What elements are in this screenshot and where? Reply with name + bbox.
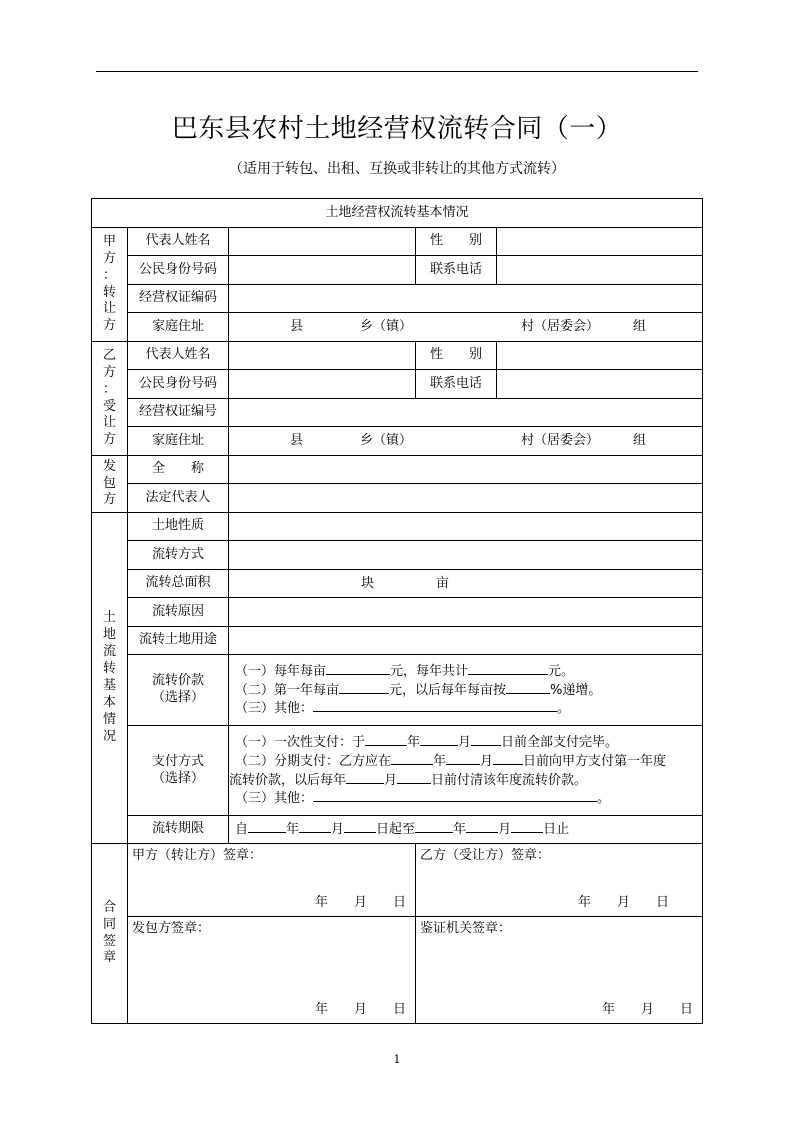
payment-option-1: （一）一次性支付：于 年 月 日前全部支付完毕。	[235, 734, 619, 750]
area-kuai: 块	[361, 576, 375, 591]
addr-county: 县	[290, 433, 304, 448]
party-a-signature-date: 年 月 日	[314, 895, 406, 911]
land-nature-field[interactable]	[229, 513, 703, 541]
party-a-rep-name-field[interactable]	[229, 228, 416, 256]
issuer-signature-label: 发包方签章：	[132, 921, 211, 936]
party-a-id-field[interactable]	[229, 256, 416, 285]
party-b-cert-field[interactable]	[229, 399, 703, 427]
land-method-label: 流转方式	[128, 541, 229, 570]
payment-option-3: （三）其他： 。	[235, 791, 611, 807]
party-a-phone-field[interactable]	[497, 256, 703, 285]
land-method-field[interactable]	[229, 541, 703, 570]
payment-option-2-cont: 流转价款，以后每年 月 日前付清该年度流转价款。	[229, 772, 588, 788]
land-reason-field[interactable]	[229, 598, 703, 627]
issuer-signature-date: 年 月 日	[314, 1002, 406, 1018]
authority-signature-box[interactable]	[416, 917, 703, 1024]
land-usage-field[interactable]	[229, 627, 703, 655]
area-mu: 亩	[436, 576, 450, 591]
addr-village: 村（居委会）	[521, 433, 600, 448]
party-b-signature-label: 乙方（受让方）签章：	[420, 848, 551, 863]
land-term-field[interactable]: 自 年 月 日起至 年 月 日止	[229, 816, 703, 844]
addr-county: 县	[290, 319, 304, 334]
party-a-cert-label: 经营权证编码	[128, 285, 229, 313]
addr-group: 组	[633, 433, 647, 448]
party-a-rep-name-label: 代表人姓名	[128, 228, 229, 256]
land-reason-label: 流转原因	[128, 598, 229, 627]
party-b-signature-box[interactable]	[416, 844, 703, 917]
party-a-cert-field[interactable]	[229, 285, 703, 313]
party-b-gender-field[interactable]	[497, 342, 703, 370]
land-nature-label: 土地性质	[128, 513, 229, 541]
price-option-2: （二）第一年每亩 元，以后每年每亩按 %递增。	[235, 682, 602, 698]
addr-village: 村（居委会）	[521, 319, 600, 334]
addr-town: 乡（镇）	[360, 319, 413, 334]
signature-label: 合 同 签 章	[92, 844, 128, 1024]
issuer-signature-box[interactable]	[128, 917, 416, 1024]
land-payment-options[interactable]	[229, 726, 703, 816]
payment-option-2: （二）分期支付：乙方应在 年 月 日前向甲方支付第一年度	[235, 753, 667, 769]
table-header: 土地经营权流转基本情况	[92, 199, 703, 228]
party-b-label: 乙 方 ： 受 让 方	[92, 342, 128, 456]
party-a-gender-field[interactable]	[497, 228, 703, 256]
party-a-id-label: 公民身份号码	[128, 256, 229, 285]
document-subtitle: （适用于转包、出租、互换或非转让的其他方式流转）	[229, 161, 565, 177]
land-area-field[interactable]	[229, 570, 703, 598]
addr-town: 乡（镇）	[360, 433, 413, 448]
addr-group: 组	[633, 319, 647, 334]
party-b-rep-name-label: 代表人姓名	[128, 342, 229, 370]
land-usage-label: 流转土地用途	[128, 627, 229, 655]
party-b-phone-label: 联系电话	[416, 370, 497, 399]
party-a-gender-label: 性 别	[416, 228, 497, 256]
issuer-full-name-field[interactable]	[229, 456, 703, 484]
issuer-full-name-label: 全 称	[128, 456, 229, 484]
party-b-phone-field[interactable]	[497, 370, 703, 399]
issuer-legal-rep-field[interactable]	[229, 484, 703, 513]
document-title: 巴东县农村土地经营权流转合同（一）	[171, 114, 623, 144]
party-a-address-label: 家庭住址	[128, 313, 229, 342]
header-rule	[96, 71, 698, 72]
price-option-1: （一）每年每亩 元，每年共计 元。	[235, 663, 575, 679]
issuer-legal-rep-label: 法定代表人	[128, 484, 229, 513]
contract-form-table	[91, 198, 703, 1024]
authority-signature-date: 年 月 日	[602, 1002, 694, 1018]
party-a-signature-box[interactable]	[128, 844, 416, 917]
page-number: 1	[393, 1053, 401, 1066]
party-a-address-field[interactable]	[229, 313, 703, 342]
land-term-label: 流转期限	[128, 816, 229, 844]
party-b-address-field[interactable]	[229, 427, 703, 456]
land-price-label: 流转价款 （选择）	[128, 655, 229, 726]
land-price-options[interactable]	[229, 655, 703, 726]
party-a-signature-label: 甲方（转让方）签章：	[132, 848, 263, 863]
party-b-id-label: 公民身份号码	[128, 370, 229, 399]
party-b-id-field[interactable]	[229, 370, 416, 399]
party-b-cert-label: 经营权证编号	[128, 399, 229, 427]
party-a-label: 甲 方 ： 转 让 方	[92, 228, 128, 342]
issuer-label: 发 包 方	[92, 456, 128, 513]
party-b-signature-date: 年 月 日	[578, 895, 670, 911]
party-b-gender-label: 性 别	[416, 342, 497, 370]
party-b-rep-name-field[interactable]	[229, 342, 416, 370]
authority-signature-label: 鉴证机关签章：	[420, 921, 512, 936]
land-payment-label: 支付方式 （选择）	[128, 726, 229, 816]
price-option-3: （三）其他： 。	[235, 701, 571, 717]
party-b-address-label: 家庭住址	[128, 427, 229, 456]
land-label: 土 地 流 转 基 本 情 况	[92, 513, 128, 844]
land-area-label: 流转总面积	[128, 570, 229, 598]
party-a-phone-label: 联系电话	[416, 256, 497, 285]
